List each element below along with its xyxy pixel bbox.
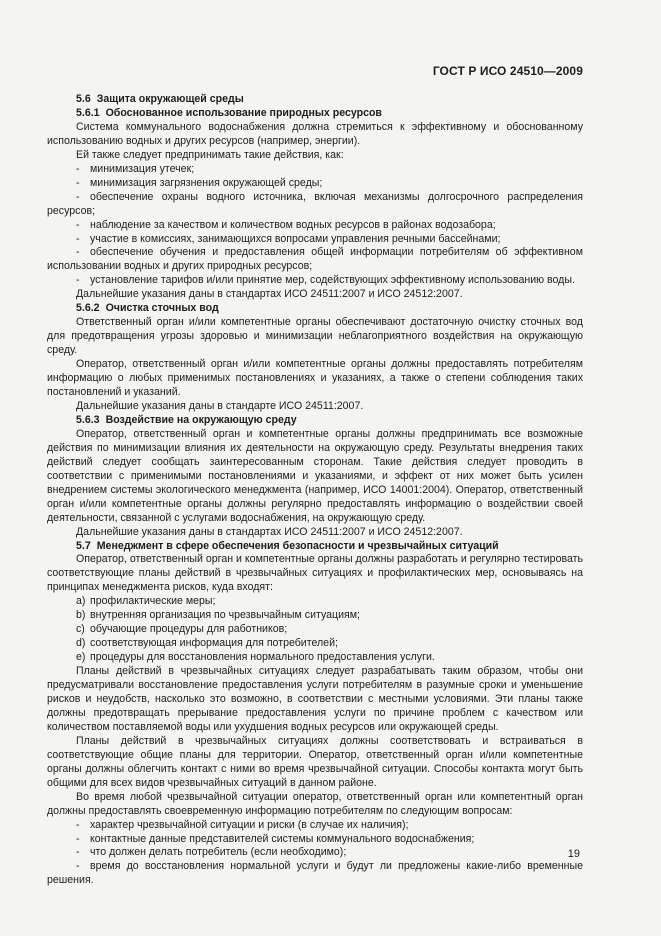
paragraph: Ей также следует предпринимать такие действия, как: [76, 148, 344, 161]
paragraph: Ответственный орган и/или компетентные органы обеспечивают достаточную очистку сточных вод для предотвращения угрозы здоровью и минимизации неблагоприятного воздействия на окружающую среду. [47, 316, 583, 357]
paragraph: Дальнейшие указания даны в стандартах ИСО 24511:2007 и ИСО 24512:2007. [76, 525, 463, 538]
list-item: - установление тарифов и/или принятие мер, содействующих эффективному использованию воды. [76, 274, 575, 287]
list-item: - обеспечение обучения и предоставления общей информации потребителям об эффективном использовании водных и других природных ресурсов; [47, 246, 583, 273]
paragraph: Дальнейшие указания даны в стандартах ИСО 24511:2007 и ИСО 24512:2007. [76, 288, 463, 301]
paragraph: Оператор, ответственный орган и/или компетентные органы должны предоставлять потребителям информацию о любых применимых постановлениях и указаниях, а также о степени соблюдения таких постановлений и указаний. [47, 358, 583, 399]
list-item: - контактные данные представителей системы коммунального водоснабжения; [76, 832, 475, 845]
page-content [47, 93, 583, 888]
lettered-item: d) соответствующая информация для потребителей; [76, 637, 338, 650]
paragraph: Система коммунального водоснабжения должна стремиться к эффективному и обоснованному использованию водных и других ресурсов (например, энергии). [47, 120, 583, 147]
paragraph: Во время любой чрезвычайной ситуации оператор, ответственный орган или компетентный орган должны предоставлять своевременную информацию потребителям по следующим вопросам: [47, 790, 583, 817]
page-number: 19 [567, 848, 580, 860]
list-item: - характер чрезвычайной ситуации и риски (в случае их наличия); [76, 818, 409, 831]
document-header: ГОСТ Р ИСО 24510—2009 [432, 64, 583, 78]
list-item: - наблюдение за качеством и количеством водных ресурсов в районах водозабора; [76, 218, 496, 231]
lettered-item: c) обучающие процедуры для работников; [76, 623, 288, 636]
list-item: - обеспечение охраны водного источника, включая механизмы долгосрочного распределения ресурсов; [47, 190, 583, 217]
paragraph: Оператор, ответственный орган и компетентные органы должны предпринимать все возможные действия по минимизации влияния их деятельности на окружающую среду. Результаты внедрения таких действий следует сообщать заинтересованным сторонам. Такие действия следует проводить в соответствии с применимыми постановлениями и указаниями, и эффект от них может быть усилен внедрением системы экологического менеджмента (например, ИСО 14001:2004). Оператор, ответственный орган и/или компетентные органы должны регулярно предоставлять информацию о воздействии своей деятельности, связанной с услугами водоснабжения, на окружающую среду. [47, 427, 583, 524]
paragraph: Оператор, ответственный орган и компетентные органы должны разработать и регулярно тестировать соответствующие планы действий в чрезвычайных ситуациях и профилактических мер, основываясь на принципах менеджмента рисков, куда входят: [47, 553, 583, 594]
section-heading: 5.6.1 Обоснованное использование природных ресурсов [76, 106, 382, 119]
paragraph: Дальнейшие указания даны в стандарте ИСО 24511:2007. [76, 399, 364, 412]
paragraph: Планы действий в чрезвычайных ситуациях должны соответствовать и встраиваться в соответствующие общие планы для территории. Оператор, ответственный орган и/или компетентные органы должны облегчить контакт с ними во время чрезвычайной ситуации. Способы контакта могут быть общими для всех видов чрезвычайных ситуаций в данном районе. [47, 734, 583, 789]
lettered-item: a) профилактические меры; [76, 595, 216, 608]
list-item: - минимизация утечек; [76, 162, 195, 175]
list-item: - время до восстановления нормальной услуги и будут ли предложены какие-либо временные решения. [47, 860, 583, 887]
section-heading: 5.6.3 Воздействие на окружающую среду [76, 413, 297, 426]
paragraph: Планы действий в чрезвычайных ситуациях следует разрабатывать таким образом, чтобы они предусматривали восстановление предоставления услуги потребителям в разумные сроки и уменьшение рисков и неудобств, насколько это возможно, в соответствии с местными условиями. Эти планы также должны предотвращать прерывание предоставления услуги по причине проблем с качеством или количеством поставляемой воды или ухудшения водных ресурсов или окружающей среды. [47, 665, 583, 733]
list-item: - участие в комиссиях, занимающихся вопросами управления речными бассейнами; [76, 232, 501, 245]
section-heading: 5.6 Защита окружающей среды [76, 93, 244, 105]
lettered-item: b) внутренняя организация по чрезвычайным ситуациям; [76, 609, 360, 622]
lettered-item: e) процедуры для восстановления нормального предоставления услуги. [76, 651, 435, 664]
section-heading: 5.7 Менеджмент в сфере обеспечения безопасности и чрезвычайных ситуаций [76, 539, 499, 552]
list-item: - что должен делать потребитель (если необходимо); [76, 846, 347, 859]
section-heading: 5.6.2 Очистка сточных вод [76, 302, 219, 315]
list-item: - минимизация загрязнения окружающей среды; [76, 176, 323, 189]
